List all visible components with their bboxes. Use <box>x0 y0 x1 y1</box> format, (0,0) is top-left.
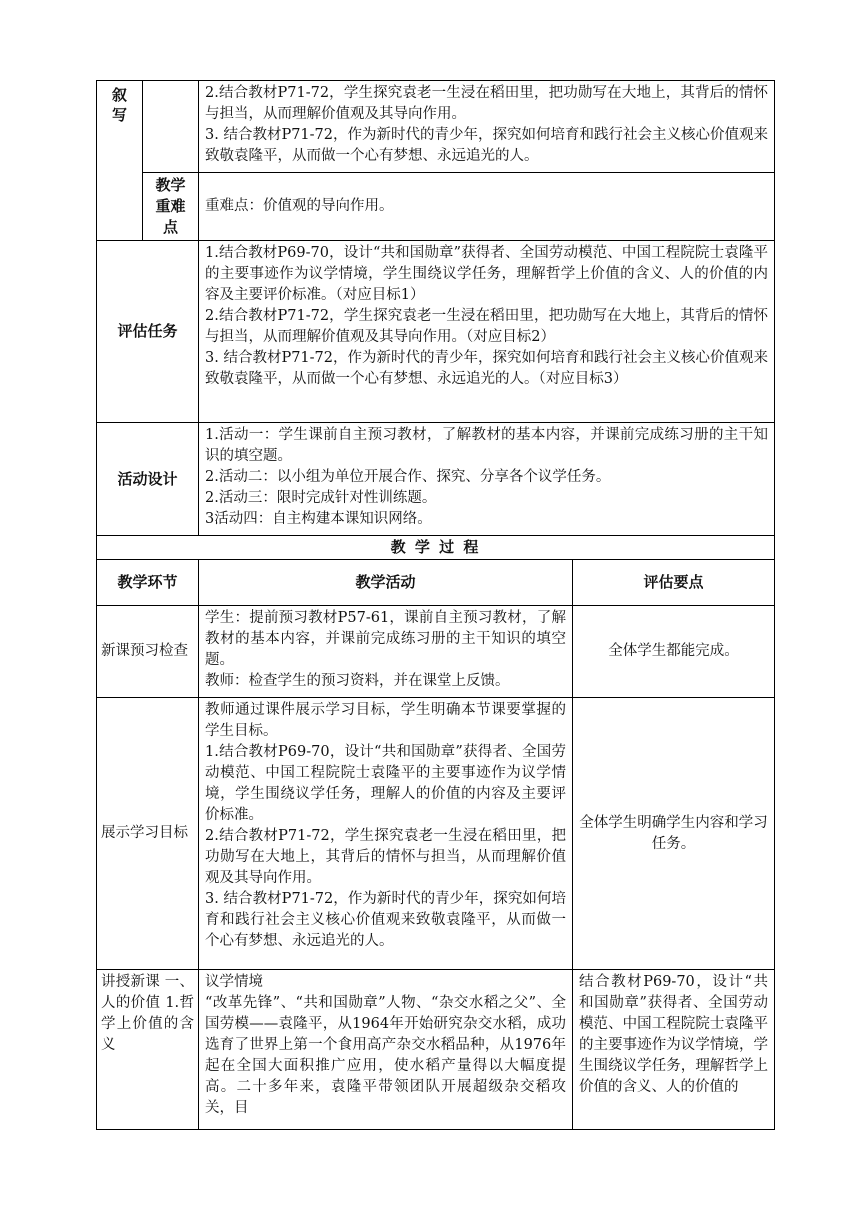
points-cell: 全体学生明确学生内容和学习任务。 <box>573 698 775 970</box>
stage-cell: 展示学习目标 <box>97 698 199 970</box>
activity-item: 3活动四：自主构建本课知识网络。 <box>205 511 432 527</box>
activity-item: 2.活动二：以小组为单位开展合作、探究、分享各个议学任务。 <box>205 469 611 485</box>
objectives-row <box>97 81 775 173</box>
key-points-label: 教学 重难 点 <box>143 173 199 241</box>
lesson-plan-page <box>96 80 774 1130</box>
activity-item: 1.活动一：学生课前自主预习教材，了解教材的基本内容，并课前完成练习册的主干知识的填空题。 <box>205 427 768 464</box>
assessment-item: 3. 结合教材P71-72，作为新时代的青少年，探究如何培育和践行社会主义核心价值观来致敬袁隆平，从而做一个心有梦想、永远追光的人。（对应目标3） <box>205 350 768 387</box>
activity-paragraph: 学生：提前预习教材P57-61，课前自主预习教材，了解教材的基本内容，并课前完成练习册的主干知识的填空题。 <box>205 610 566 668</box>
activity-paragraph: “改革先锋”、“共和国勋章”人物、“杂交水稻之父”、全国劳模——袁隆平，从1964年开始研究杂交水稻，成功选育了世界上第一个食用高产杂交水稻品种，从1976年起在全国大面积推广应用，使水稻产量得以大幅度提高。二十多年来，袁隆平带领团队开展超级杂交稻攻关，目 <box>205 995 566 1116</box>
objective-item: 3. 结合教材P71-72，作为新时代的青少年，探究如何培育和践行社会主义核心价值观来致敬袁隆平，从而做一个心有梦想、永远追光的人。 <box>205 127 768 164</box>
objectives-cell <box>199 81 775 173</box>
activity-paragraph: 教师：检查学生的预习资料，并在课堂上反馈。 <box>205 673 510 689</box>
activity-paragraph: 教师通过课件展示学习目标，学生明确本节课要掌握的学生目标。 <box>205 702 566 739</box>
activity-item: 2.活动三：限时完成针对性训练题。 <box>205 490 437 506</box>
assessment-cell <box>199 241 775 423</box>
activity-paragraph: 3. 结合教材P71-72，作为新时代的青少年，探究如何培育和践行社会主义核心价值观来致敬袁隆平，从而做一个心有梦想、永远追光的人。 <box>205 891 566 949</box>
objectives-subcell <box>143 81 199 173</box>
assessment-item: 1.结合教材P69-70，设计“共和国勋章”获得者、全国劳动模范、中国工程院院士袁隆平的主要事迹作为议学情境，学生围绕议学任务，理解哲学上价值的含义、人的价值的内容及主要评价标准。（对应目标1） <box>205 245 768 303</box>
assessment-item: 2.结合教材P71-72，学生探究袁老一生浸在稻田里，把功勋写在大地上，其背后的情怀与担当，从而理解价值观及其导向作用。（对应目标2） <box>205 308 768 345</box>
column-header-stage: 教学环节 <box>97 560 199 606</box>
activity-paragraph: 1.结合教材P69-70，设计“共和国勋章”获得者、全国劳动模范、中国工程院院士袁隆平的主要事迹作为议学情境，学生围绕议学任务，理解人的价值的内容及主要评价标准。 <box>205 744 566 823</box>
objective-item: 2.结合教材P71-72，学生探究袁老一生浸在稻田里，把功勋写在大地上，其背后的情怀与担当，从而理解价值观及其导向作用。 <box>205 85 768 122</box>
activity-cell <box>199 423 775 536</box>
column-header-activity: 教学活动 <box>199 560 573 606</box>
activity-label: 活动设计 <box>97 423 199 536</box>
key-points-row <box>97 173 775 241</box>
points-cell: 全体学生都能完成。 <box>573 606 775 698</box>
stage-cell: 讲授新课 一、人的价值 1.哲学上价值的含义 <box>97 970 199 1130</box>
activity-paragraph: 2.结合教材P71-72，学生探究袁老一生浸在稻田里，把功勋写在大地上，其背后的情怀与担当，从而理解价值观及其导向作用。 <box>205 828 566 886</box>
key-points-cell: 重难点：价值观的导向作用。 <box>199 173 775 241</box>
activity-content-cell <box>199 970 573 1130</box>
activity-content-cell <box>199 698 573 970</box>
activity-content-cell <box>199 606 573 698</box>
assessment-row <box>97 241 775 423</box>
column-header-row <box>97 560 775 606</box>
lesson-plan-table <box>96 80 775 1130</box>
activity-row <box>97 423 775 536</box>
table-row <box>97 698 775 970</box>
assessment-label: 评估任务 <box>97 241 199 423</box>
points-text: 结合教材P69-70，设计“共和国勋章”获得者、全国劳动模范、中国工程院院士袁隆平的主要事迹作为议学情境，学生围绕议学任务，理解哲学上价值的含义、人的价值的 <box>579 974 768 1095</box>
activity-paragraph: 议学情境 <box>205 974 263 990</box>
section-label: 叙 写 <box>97 81 143 241</box>
column-header-points: 评估要点 <box>573 560 775 606</box>
table-row <box>97 606 775 698</box>
stage-cell: 新课预习检查 <box>97 606 199 698</box>
process-title: 教 学 过 程 <box>97 536 775 560</box>
points-cell <box>573 970 775 1130</box>
process-title-row <box>97 536 775 560</box>
table-row <box>97 970 775 1130</box>
